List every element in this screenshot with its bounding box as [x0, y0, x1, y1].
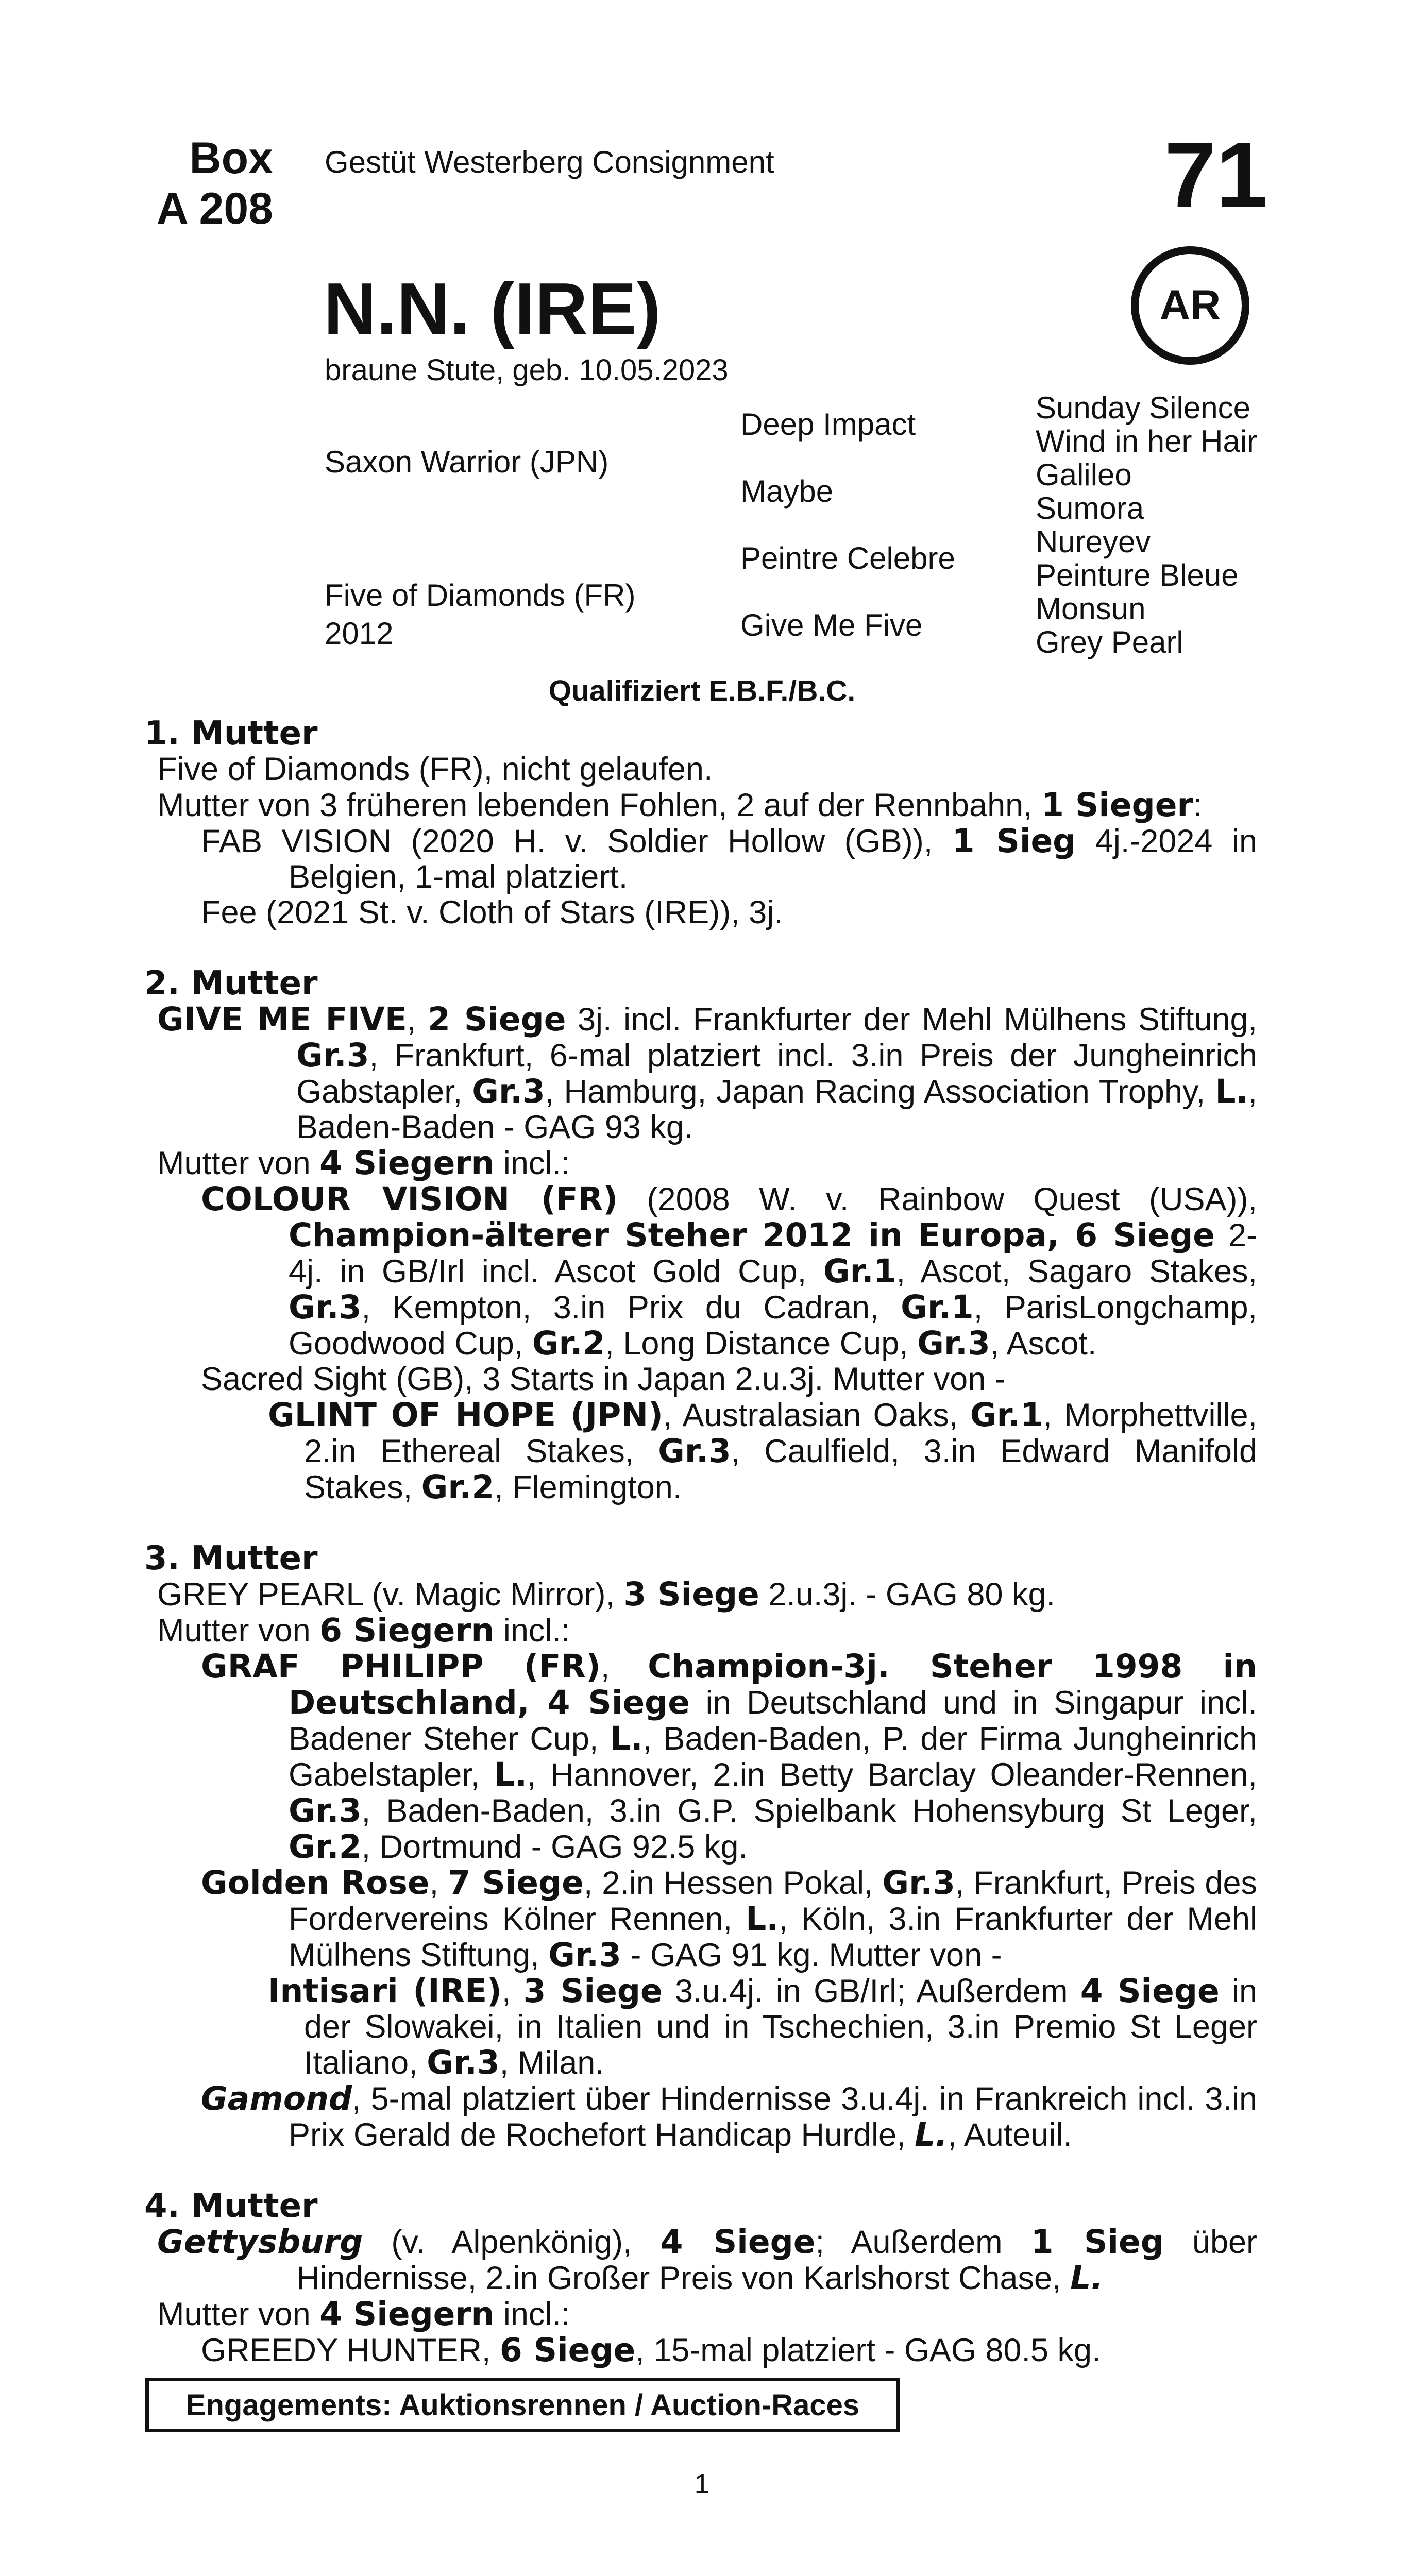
- entry-text: , Köln, 3.in Frankfurter der Mehl Mülhens Stiftung,: [289, 1901, 1257, 1973]
- entry-text: , Morphettville, 2.in Ethereal Stakes,: [304, 1397, 1257, 1469]
- entry-text: FAB VISION (2020 H. v. Soldier Hollow (GB)),: [201, 823, 952, 859]
- entry-emphasis: 7 Siege: [448, 1864, 584, 1902]
- entry-emphasis: 1 Sieg: [1030, 2223, 1164, 2261]
- entry-text: Mutter von: [157, 1613, 320, 1649]
- entry-emphasis: Gr.1: [823, 1252, 896, 1290]
- entry-text: , Ascot, Sagaro Stakes,: [896, 1253, 1257, 1290]
- entry-emphasis: Gettysburg: [157, 2223, 363, 2261]
- entry-text: 2-4j. in GB/Irl incl. Ascot Gold Cup,: [289, 1217, 1257, 1290]
- entry-emphasis: Gr.1: [901, 1289, 974, 1326]
- entry-text: 2.u.3j. - GAG 80 kg.: [759, 1577, 1056, 1613]
- pedigree-dam-sire: Peintre Celebre: [740, 541, 955, 575]
- entry-text: , Caulfield, 3.in Edward Manifold Stakes,: [304, 1433, 1257, 1505]
- entry-emphasis: Gr.1: [970, 1396, 1043, 1434]
- entry-text: , Baden-Baden, P. der Firma Jungheinrich Gabelstapler,: [289, 1721, 1258, 1793]
- entry-emphasis: L.: [1070, 2259, 1104, 2297]
- pedigree-ggp-6: Peinture Bleue: [1036, 558, 1239, 592]
- entry-text: , Australasian Oaks,: [663, 1397, 970, 1433]
- pedigree-ggp-5: Nureyev: [1036, 524, 1151, 559]
- entry-emphasis: GIVE ME FIVE: [157, 1001, 407, 1038]
- family-entry: [157, 1577, 1257, 1613]
- family-entry: [201, 2081, 1257, 2153]
- entry-text: incl.:: [494, 1613, 570, 1649]
- entry-emphasis: Gamond: [201, 2080, 352, 2117]
- box-code: A 208: [156, 184, 273, 233]
- entry-text: , ParisLongchamp, Goodwood Cup,: [289, 1290, 1257, 1362]
- entry-text: 3.u.4j. in GB/Irl; Außerdem: [662, 1973, 1080, 2009]
- section-gap: [144, 1505, 1257, 1541]
- entry-text: incl.:: [494, 1145, 570, 1181]
- family-entry: [157, 1613, 1257, 1649]
- consignor: Gestüt Westerberg Consignment: [325, 145, 774, 179]
- entry-text: , Auteuil.: [948, 2117, 1072, 2153]
- entry-text: Mutter von 3 früheren lebenden Fohlen, 2 auf der Rennbahn,: [157, 787, 1042, 823]
- entry-text: , 15-mal platziert - GAG 80.5 kg.: [635, 2332, 1101, 2368]
- family-section: [144, 1541, 1257, 2153]
- entry-emphasis: Gr.3: [289, 1289, 362, 1326]
- entry-text: Sacred Sight (GB), 3 Starts in Japan 2.u.3j. Mutter von -: [201, 1361, 1006, 1397]
- entry-text: :: [1193, 787, 1203, 823]
- entry-emphasis: Gr.3: [296, 1037, 369, 1074]
- family-section: [144, 966, 1257, 1505]
- entry-text: ,: [600, 1649, 648, 1685]
- entry-text: , Baden-Baden - GAG 93 kg.: [296, 1074, 1257, 1145]
- pedigree-ggp-4: Sumora: [1036, 491, 1144, 526]
- engagements-box: [145, 2378, 900, 2432]
- family-entry: [201, 895, 1257, 930]
- pedigree-ggp-7: Monsun: [1036, 591, 1146, 626]
- entry-text: , Baden-Baden, 3.in G.P. Spielbank Hohensyburg St Leger,: [361, 1793, 1257, 1829]
- entry-emphasis: Golden Rose: [201, 1864, 430, 1902]
- entry-emphasis: L.: [915, 2116, 948, 2154]
- entry-emphasis: 6 Siege: [499, 2331, 636, 2369]
- entry-emphasis: Champion-3j. Steher 1998 in Deutschland, 4 Siege: [289, 1648, 1257, 1721]
- entry-emphasis: 1 Sieg: [952, 822, 1076, 860]
- entry-text: , Dortmund - GAG 92.5 kg.: [361, 1829, 748, 1865]
- family-entry: [201, 1362, 1257, 1397]
- entry-emphasis: 6 Siegern: [319, 1612, 495, 1649]
- entry-emphasis: 3 Siege: [523, 1972, 663, 2010]
- pedigree-ggp-8: Grey Pearl: [1036, 625, 1183, 659]
- entry-emphasis: 3 Siege: [623, 1575, 759, 1613]
- section-title: 2. Mutter: [144, 964, 318, 1003]
- entry-emphasis: Gr.2: [289, 1828, 362, 1866]
- pedigree-sire: Saxon Warrior (JPN): [325, 445, 609, 479]
- entry-text: 3j. incl. Frankfurter der Mehl Mülhens Stiftung,: [566, 1002, 1258, 1038]
- ar-badge-text: AR: [1159, 282, 1221, 329]
- family-entry: [157, 1145, 1257, 1181]
- entry-emphasis: 4 Siege: [1080, 1972, 1220, 2010]
- engagements-text: Engagements: Auktionsrennen / Auction-Races: [185, 2388, 860, 2422]
- entry-text: in der Slowakei, in Italien und in Tschechien, 3.in Premio St Leger Italiano,: [304, 1973, 1257, 2081]
- pedigree-ggp-2: Wind in her Hair: [1036, 424, 1258, 459]
- entry-text: Fee (2021 St. v. Cloth of Stars (IRE)), 3j.: [201, 894, 783, 930]
- entry-text: , Hamburg, Japan Racing Association Trophy,: [545, 1074, 1215, 1110]
- entry-text: (v. Alpenkönig),: [363, 2224, 661, 2260]
- section-title: 4. Mutter: [144, 2187, 318, 2225]
- horse-description: braune Stute, geb. 10.05.2023: [325, 353, 729, 387]
- family-entry: [157, 2224, 1257, 2296]
- entry-text: 4j.-2024 in Belgien, 1-mal platziert.: [289, 823, 1257, 895]
- pedigree-sire-sire: Deep Impact: [740, 407, 916, 442]
- horse-name: N.N. (IRE): [324, 268, 661, 350]
- family-entry: [201, 1649, 1257, 1865]
- entry-text: ,: [429, 1865, 448, 1901]
- family-entry: [201, 1865, 1257, 1973]
- family-entry: [157, 2296, 1257, 2332]
- entry-emphasis: COLOUR VISION (FR): [201, 1180, 618, 1218]
- entry-emphasis: GRAF PHILIPP (FR): [201, 1648, 601, 1685]
- family-entry: [157, 752, 1257, 787]
- entry-text: , Frankfurt, Preis des Fordervereins Kölner Rennen,: [289, 1865, 1257, 1937]
- section-gap: [144, 930, 1257, 966]
- entry-emphasis: Gr.3: [658, 1432, 731, 1470]
- entry-emphasis: Gr.3: [548, 1936, 621, 1974]
- section-title: 1. Mutter: [144, 715, 318, 753]
- family-section: [144, 2189, 1257, 2368]
- qualification: Qualifiziert E.B.F./B.C.: [548, 674, 856, 707]
- section-title: 3. Mutter: [144, 1539, 318, 1578]
- family-sections: [144, 716, 1257, 2368]
- entry-text: , Long Distance Cup,: [605, 1326, 918, 1362]
- section-gap: [144, 2153, 1257, 2189]
- family-entry: [268, 1973, 1257, 2081]
- entry-emphasis: Gr.3: [289, 1792, 362, 1829]
- family-entry: [268, 1397, 1257, 1505]
- page-number: 1: [694, 2468, 710, 2499]
- entry-text: in Deutschland und in Singapur incl. Badener Steher Cup,: [289, 1685, 1257, 1757]
- pedigree-ggp-3: Galileo: [1036, 457, 1132, 492]
- family-entry: [157, 787, 1257, 823]
- entry-text: , 2.in Hessen Pokal,: [583, 1865, 883, 1901]
- family-entry: [201, 823, 1257, 895]
- entry-text: über Hindernisse, 2.in Großer Preis von Karlshorst Chase,: [296, 2224, 1257, 2296]
- pedigree-dam-year: 2012: [325, 616, 394, 651]
- entry-text: Mutter von: [157, 2296, 320, 2332]
- entry-text: , Ascot.: [990, 1326, 1097, 1362]
- entry-text: - GAG 91 kg. Mutter von -: [621, 1937, 1002, 1973]
- entry-emphasis: 1 Sieger: [1041, 786, 1193, 824]
- entry-emphasis: 4 Siege: [660, 2223, 816, 2261]
- entry-emphasis: Gr.2: [532, 1325, 605, 1362]
- entry-text: , 5-mal platziert über Hindernisse 3.u.4j. in Frankreich incl. 3.in Prix Gerald de Rochefort Handicap Hurdle,: [289, 2081, 1257, 2153]
- entry-emphasis: L.: [746, 1900, 779, 1938]
- entry-emphasis: 4 Siegern: [319, 2295, 495, 2333]
- entry-text: (2008 W. v. Rainbow Quest (USA)),: [618, 1181, 1257, 1217]
- entry-text: , Flemington.: [494, 1469, 682, 1505]
- entry-emphasis: L.: [610, 1720, 643, 1757]
- lot-number: 71: [1164, 123, 1267, 227]
- entry-text: , Hannover, 2.in Betty Barclay Oleander-Rennen,: [527, 1757, 1257, 1793]
- entry-text: GREEDY HUNTER,: [201, 2332, 500, 2368]
- entry-emphasis: 4 Siegern: [319, 1144, 495, 1182]
- entry-emphasis: L.: [1215, 1073, 1248, 1110]
- pedigree-ggp-1: Sunday Silence: [1036, 391, 1250, 425]
- box-label: [144, 133, 273, 234]
- entry-text: GREY PEARL (v. Magic Mirror),: [157, 1577, 624, 1613]
- entry-emphasis: Champion-älterer Steher 2012 in Europa, 6 Siege: [289, 1216, 1215, 1254]
- entry-emphasis: GLINT OF HOPE (JPN): [268, 1396, 663, 1434]
- entry-emphasis: Intisari (IRE): [268, 1972, 502, 2010]
- entry-text: , Kempton, 3.in Prix du Cadran,: [361, 1290, 901, 1326]
- entry-emphasis: Gr.2: [421, 1468, 495, 1506]
- entry-text: ; Außerdem: [815, 2224, 1031, 2260]
- entry-text: Mutter von: [157, 1145, 320, 1181]
- family-entry: [201, 1181, 1257, 1362]
- pedigree-dam: Five of Diamonds (FR): [325, 578, 636, 613]
- ar-badge: [1131, 246, 1249, 365]
- entry-text: , Milan.: [499, 2045, 604, 2081]
- entry-emphasis: Gr.3: [427, 2044, 500, 2081]
- family-entry: [201, 2332, 1257, 2368]
- entry-text: ,: [501, 1973, 523, 2009]
- pedigree-sire-dam: Maybe: [740, 474, 834, 509]
- family-section: [144, 716, 1257, 930]
- family-entry: [157, 1002, 1257, 1145]
- entry-text: ,: [407, 1002, 428, 1038]
- entry-text: incl.:: [494, 2296, 570, 2332]
- entry-emphasis: Gr.3: [917, 1325, 990, 1362]
- entry-emphasis: Gr.3: [882, 1864, 955, 1902]
- box-label-text: Box: [189, 133, 273, 183]
- entry-emphasis: Gr.3: [472, 1073, 545, 1110]
- entry-text: Five of Diamonds (FR), nicht gelaufen.: [157, 751, 713, 787]
- entry-emphasis: L.: [494, 1756, 528, 1793]
- entry-emphasis: 2 Siege: [428, 1001, 566, 1038]
- entry-text: , Frankfurt, 6-mal platziert incl. 3.in Preis der Jungheinrich Gabstapler,: [296, 1038, 1257, 1110]
- pedigree-dam-dam: Give Me Five: [740, 608, 923, 642]
